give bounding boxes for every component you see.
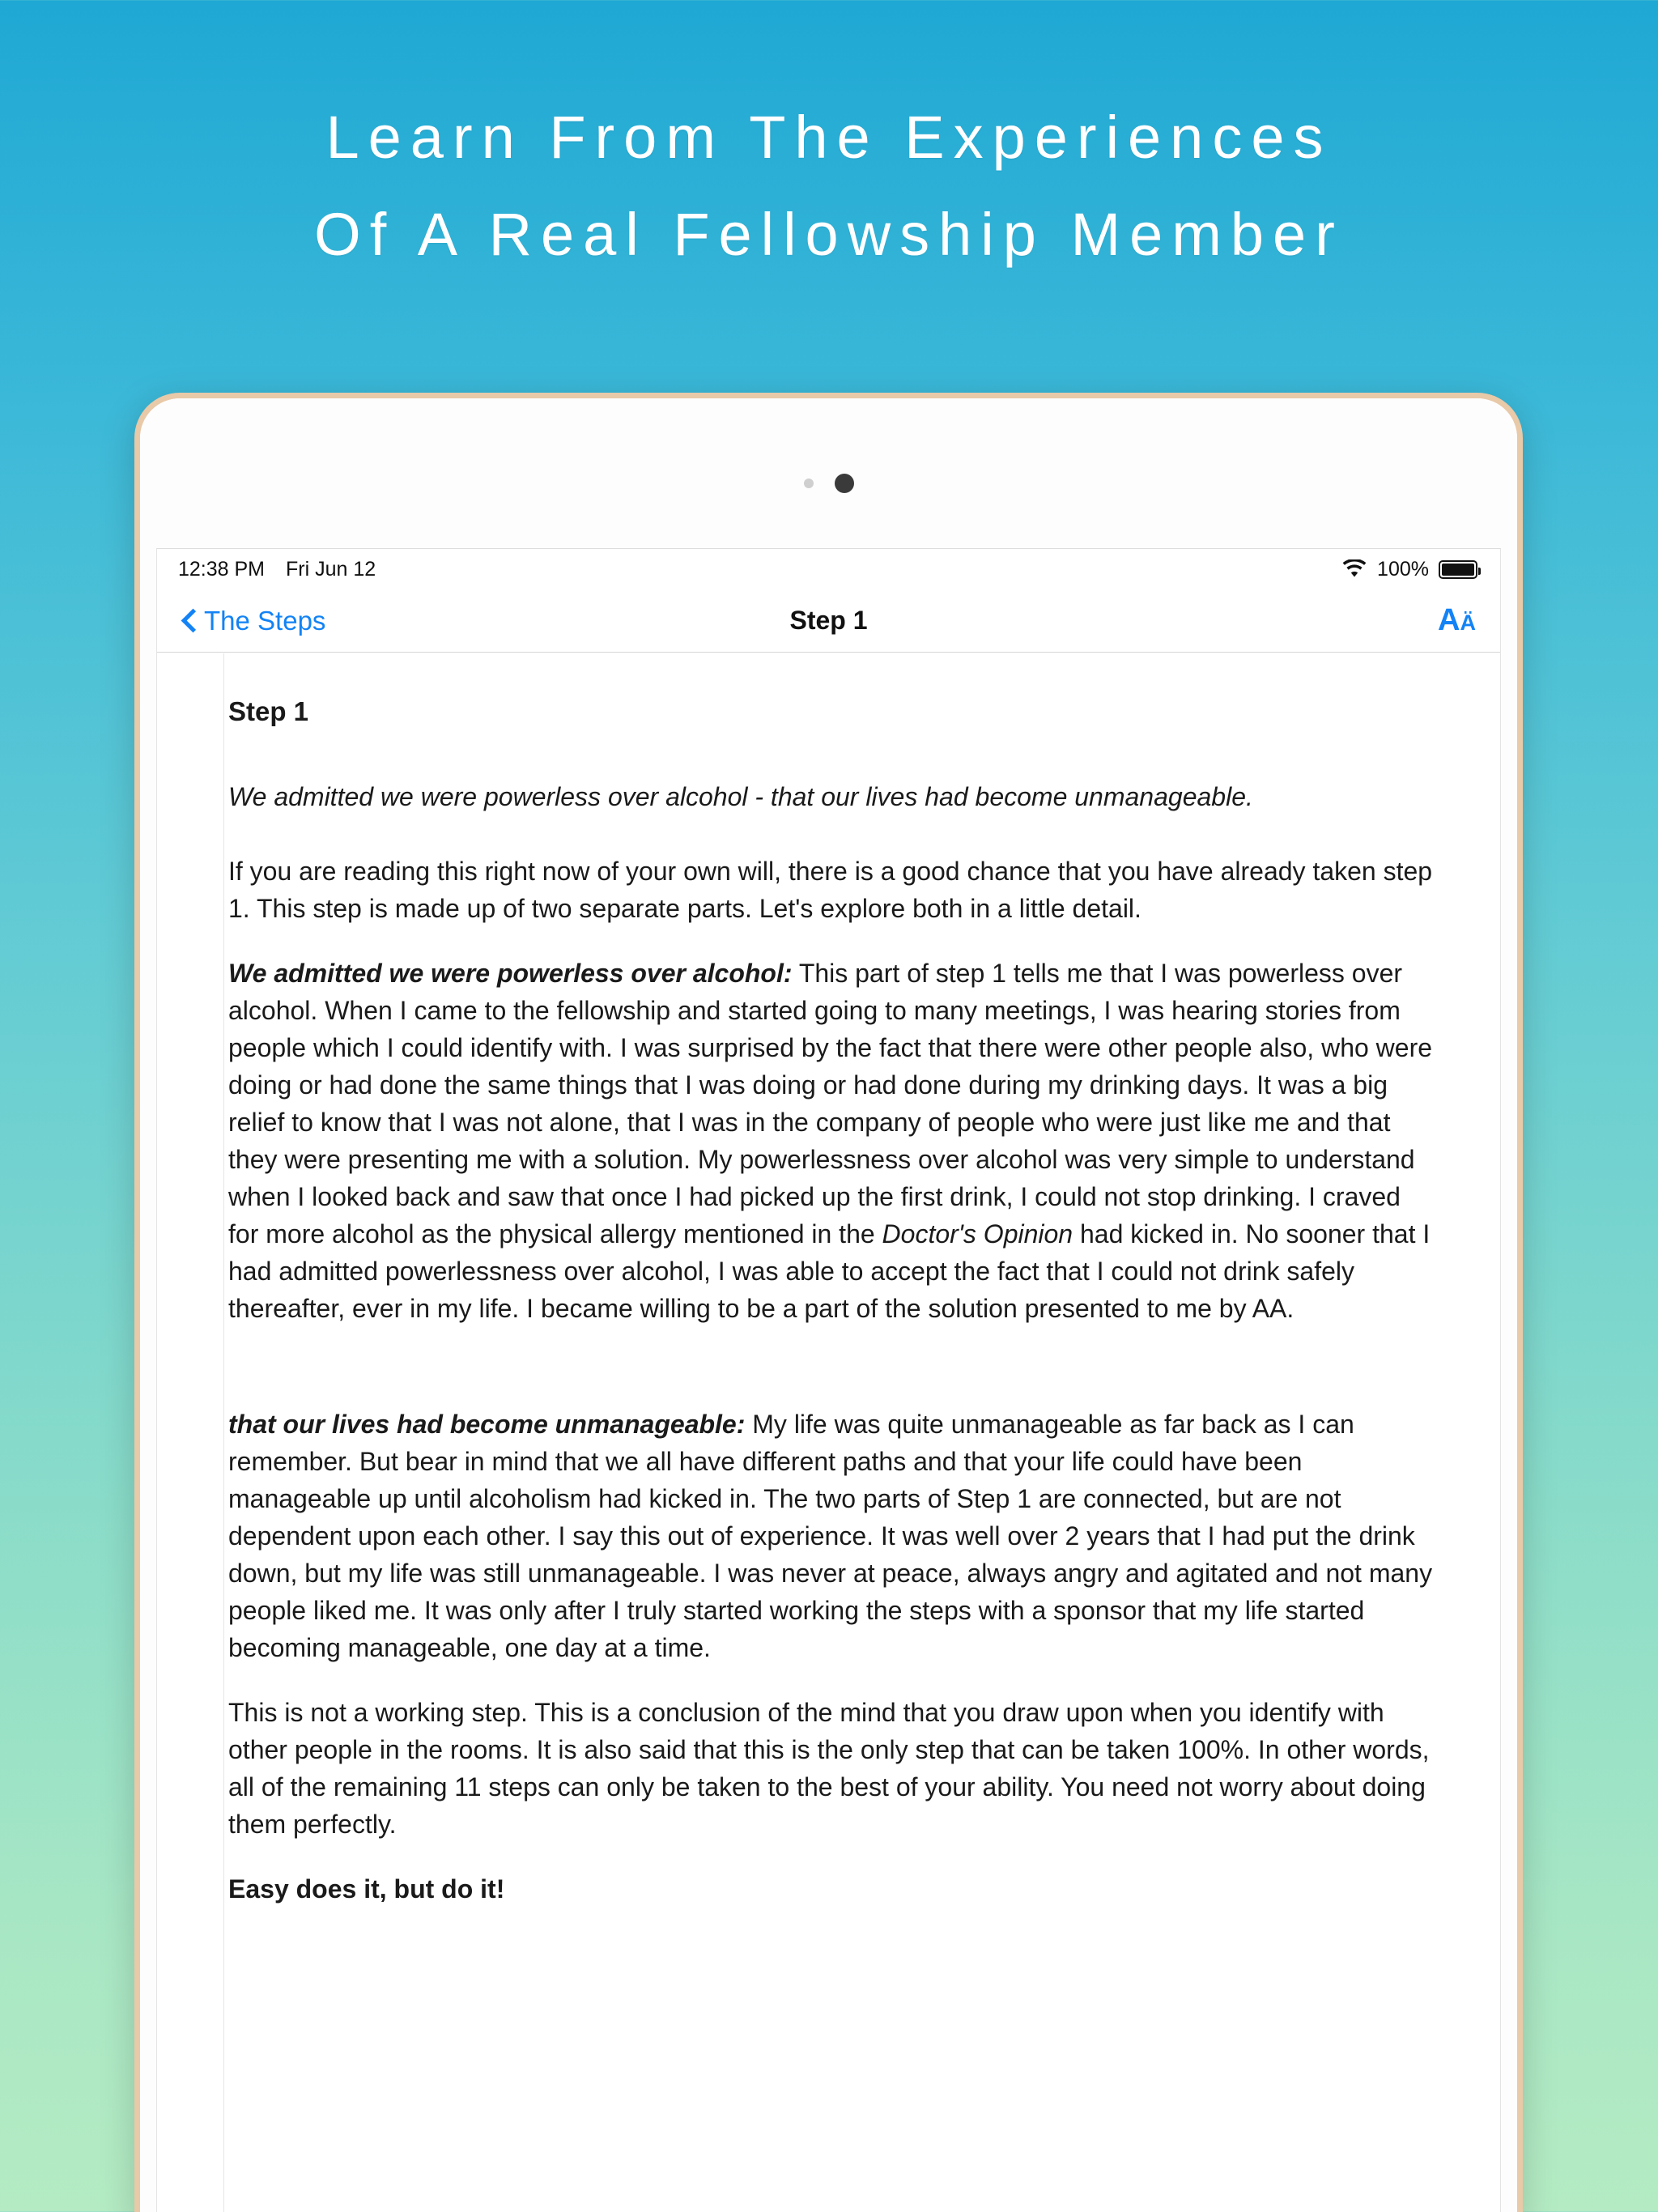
front-sensors — [804, 474, 854, 493]
status-bar — [157, 549, 1500, 589]
page-margin-rule — [223, 653, 224, 2212]
text-size-button[interactable] — [1438, 603, 1476, 638]
back-button-label: The Steps — [204, 605, 326, 636]
closing-line: Easy does it, but do it! — [228, 1874, 505, 1904]
battery-icon — [1439, 560, 1477, 579]
intro-paragraph: If you are reading this right now of your own will, there is a good chance that you have already taken step 1. This step is made up of two separate parts. Let's explore both in a little detail. — [228, 856, 1433, 923]
front-camera-icon — [835, 474, 854, 493]
battery-percent-label: 100% — [1377, 557, 1429, 581]
step-quote: We admitted we were powerless over alcohol - that our lives had become unmanageable. — [228, 781, 1253, 811]
page-title: Step 1 — [789, 606, 868, 635]
tablet-device — [134, 393, 1523, 2212]
doctors-opinion-title: Doctor's Opinion — [882, 1219, 1073, 1249]
part-two-paragraph — [228, 1406, 1437, 1667]
device-screen — [156, 548, 1501, 2212]
ambient-sensor-icon — [804, 479, 814, 488]
document-body — [157, 653, 1500, 1967]
back-button[interactable] — [181, 606, 325, 636]
part-one-lead: We admitted we were powerless over alcohol: — [228, 958, 793, 988]
promo-headline — [0, 89, 1658, 283]
wifi-icon — [1341, 559, 1367, 579]
document-heading: Step 1 — [228, 696, 309, 726]
device-bezel-top — [140, 398, 1517, 548]
part-one-body-b: had kicked in. No sooner that I had admitted powerlessness over alcohol, I was able to accept the fact that I could not drink safely thereafter, ever in my life. I became willing to be a part of the solution presented to me by AA. — [228, 1219, 1431, 1324]
headline-line-1: Learn From The Experiences — [325, 104, 1333, 171]
part-one-paragraph — [228, 955, 1437, 1328]
part-two-body: My life was quite unmanageable as far back as I can remember. But bear in mind that we all have different paths and that your life could have been manageable up until alcoholism had kicked in. The two parts of Step 1 are connected, but are not dependent upon each other. I say this out of experience. It was well over 2 years that I had put the drink down, but my life was still unmanageable. I was never at peace, always angry and agitated and not many people liked me. It was only after I truly started working the steps with a sponsor that my life started becoming manageable, one day at a time. — [228, 1409, 1433, 1662]
app-nav-bar — [157, 589, 1500, 653]
headline-line-2: Of A Real Fellowship Member — [314, 200, 1344, 268]
closing-paragraph: This is not a working step. This is a conclusion of the mind that you draw upon when you identify with other people in the rooms. It is also said that this is the only step that can be taken 100%. In other words, all of the remaining 11 steps can only be taken to the best of your ability. You need not worry about doing them perfectly. — [228, 1698, 1430, 1840]
status-date: Fri Jun 12 — [286, 557, 376, 581]
part-two-lead: that our lives had become unmanageable: — [228, 1409, 746, 1439]
chevron-left-icon — [181, 609, 196, 633]
status-time: 12:38 PM — [178, 557, 266, 581]
part-one-body-a: This part of step 1 tells me that I was powerless over alcohol. When I came to the fellowship and started going to many meetings, I was hearing stories from people which I could identify with. I was surprised by the fact that there were other people also, who were doing or had done the same things that I was doing or had done during my drinking days. It was a big relief to know that I was not alone, that I was in the company of people who were just like me and that they were presenting me with a solution. My powerlessness over alcohol was very simple to understand when I looked back and saw that once I had picked up the first drink, I could not stop drinking. I craved for more alcohol as the physical allergy mentioned in the — [228, 958, 1433, 1249]
status-bar-right — [1341, 558, 1477, 581]
document-scroll-area[interactable] — [157, 653, 1500, 2212]
text-size-small-a: Ä — [1460, 610, 1476, 635]
status-bar-left — [178, 558, 376, 581]
text-size-large-a: A — [1438, 603, 1460, 637]
